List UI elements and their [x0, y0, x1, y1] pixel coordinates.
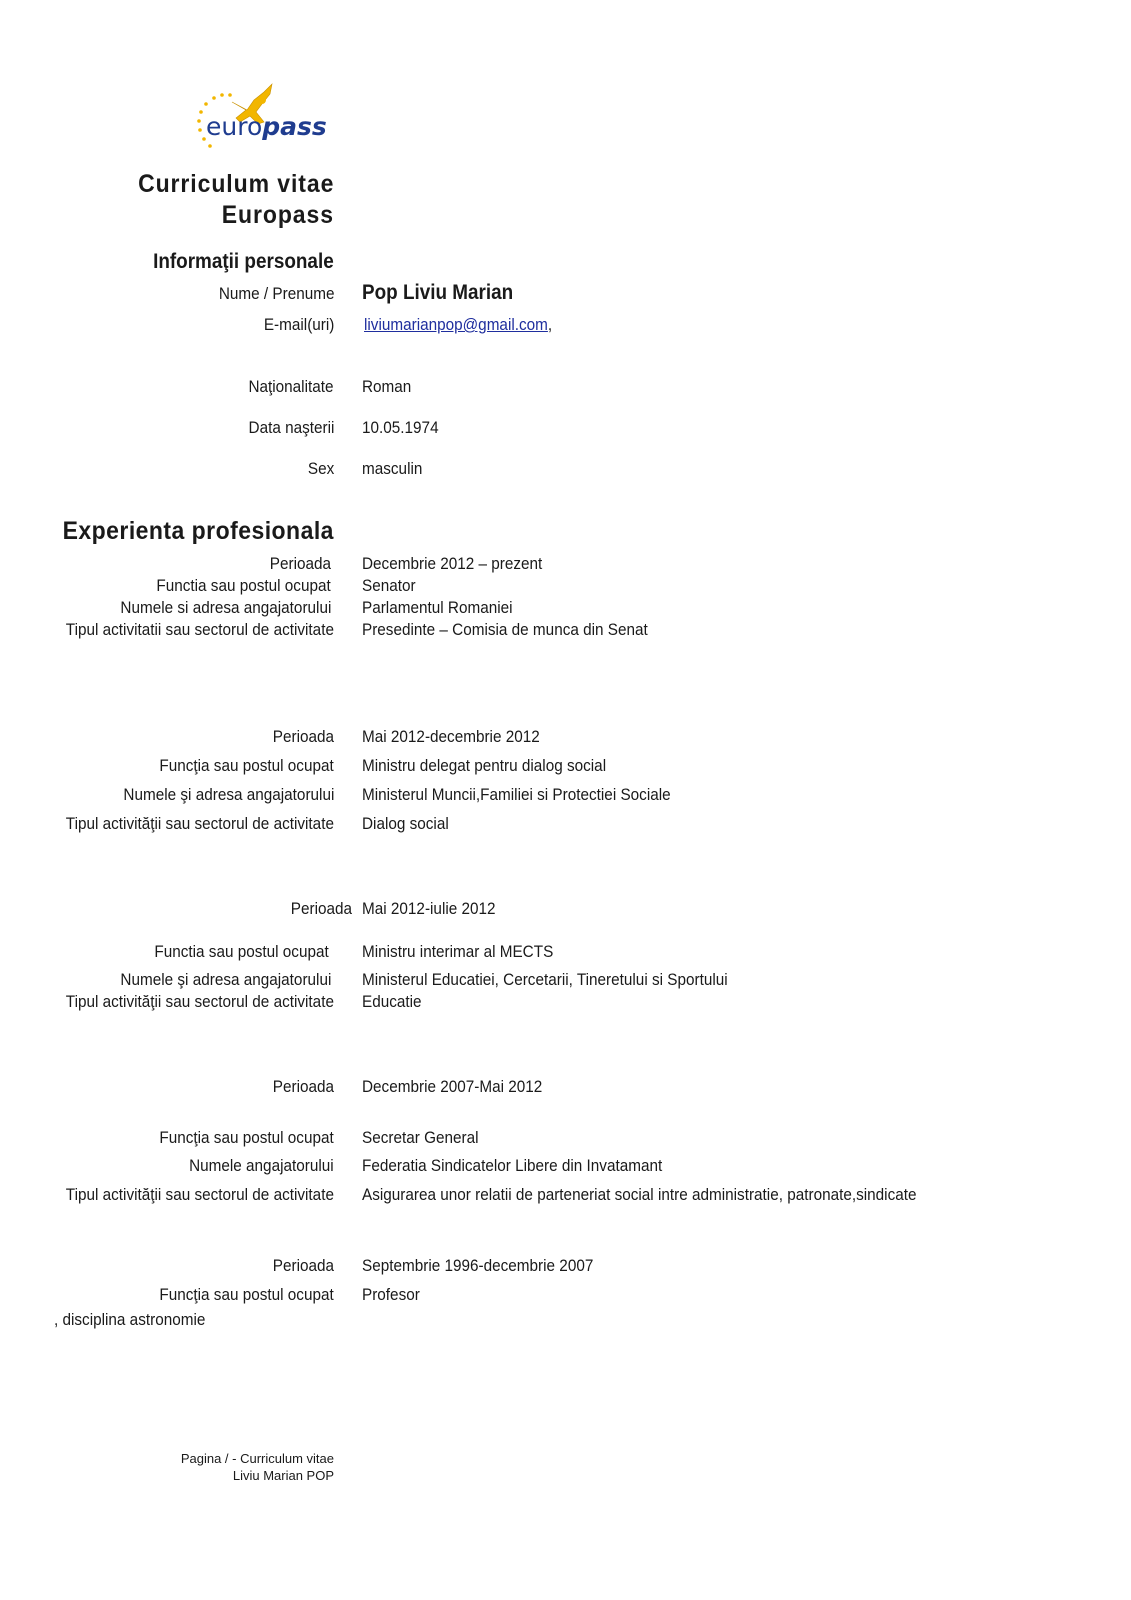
birthdate-label: Data naşterii: [248, 418, 334, 437]
name-value: Pop Liviu Marian: [362, 281, 514, 304]
job-position-label: Functia sau postul ocupat: [156, 576, 331, 595]
experience-heading: Experienta profesionala: [62, 517, 334, 545]
cv-title-line2: Europass: [221, 201, 334, 229]
job-employer-value: Federatia Sindicatelor Libere din Invatamant: [362, 1156, 663, 1175]
footer-author: Liviu Marian POP: [232, 1468, 334, 1483]
job-period-value: Septembrie 1996-decembrie 2007: [362, 1256, 594, 1275]
job-position-label: Funcţia sau postul ocupat: [159, 1128, 334, 1147]
job-period-label: Perioada: [272, 727, 334, 746]
job-activity-value: Dialog social: [362, 814, 449, 833]
email-link[interactable]: liviumarianpop@gmail.com: [364, 315, 548, 334]
job-employer-label: Numele şi adresa angajatorului: [123, 785, 334, 804]
job-employer-label: Numele si adresa angajatorului: [120, 598, 331, 617]
cv-title-line1: Curriculum vitae: [137, 170, 334, 198]
name-label: Nume / Prenume: [218, 284, 334, 303]
job-employer-value: Ministerul Muncii,Familiei si Protectiei Sociale: [362, 785, 671, 804]
job-employer-label: Numele şi adresa angajatorului: [120, 970, 331, 989]
job-employer-label: Numele angajatorului: [189, 1156, 334, 1175]
job-employer-value: Ministerul Educatiei, Cercetarii, Tineretului si Sportului: [362, 970, 728, 989]
job-position-value: Senator: [362, 576, 416, 595]
job-period-value: Mai 2012-decembrie 2012: [362, 727, 540, 746]
logo-text-pass: pass: [262, 112, 327, 141]
job-employer-value: Parlamentul Romaniei: [362, 598, 513, 617]
job-period-label: Perioada: [290, 899, 352, 918]
job-position-value: Profesor: [362, 1285, 420, 1304]
personal-info-heading: Informaţii personale: [153, 250, 334, 273]
job-activity-value: Asigurarea unor relatii de parteneriat social intre administratie, patronate,sindicate: [362, 1185, 917, 1204]
email-suffix: ,: [547, 315, 553, 334]
job-period-label: Perioada: [272, 1077, 334, 1096]
job-activity-label: Tipul activităţii sau sectorul de activitate: [65, 992, 334, 1011]
europass-logo: [192, 82, 327, 154]
job-activity-label: Tipul activităţii sau sectorul de activitate: [65, 814, 334, 833]
email-label: E-mail(uri): [263, 315, 334, 334]
job-activity-value: Educatie: [362, 992, 422, 1011]
birthdate-value: 10.05.1974: [362, 418, 439, 437]
job-period-label: Perioada: [269, 554, 331, 573]
nationality-label: Naţionalitate: [248, 377, 334, 396]
job-period-value: Decembrie 2012 – prezent: [362, 554, 543, 573]
job-extra-note: , disciplina astronomie: [54, 1310, 206, 1329]
job-activity-label: Tipul activităţii sau sectorul de activitate: [65, 1185, 334, 1204]
job-activity-value: Presedinte – Comisia de munca din Senat: [362, 620, 648, 639]
job-position-value: Secretar General: [362, 1128, 479, 1147]
logo-text-euro: euro: [206, 112, 263, 141]
job-position-value: Ministru interimar al MECTS: [362, 942, 554, 961]
email-value-row: [364, 315, 552, 335]
sex-label: Sex: [307, 459, 334, 478]
job-position-label: Funcţia sau postul ocupat: [159, 756, 334, 775]
job-activity-label: Tipul activitatii sau sectorul de activitate: [65, 620, 334, 639]
job-position-label: Funcţia sau postul ocupat: [159, 1285, 334, 1304]
nationality-value: Roman: [362, 377, 412, 396]
job-period-value: Decembrie 2007-Mai 2012: [362, 1077, 543, 1096]
job-period-value: Mai 2012-iulie 2012: [362, 899, 496, 918]
job-position-value: Ministru delegat pentru dialog social: [362, 756, 607, 775]
footer-page-label: Pagina / - Curriculum vitae: [180, 1451, 334, 1466]
job-position-label: Functia sau postul ocupat: [154, 942, 329, 961]
sex-value: masculin: [362, 459, 423, 478]
job-period-label: Perioada: [272, 1256, 334, 1275]
